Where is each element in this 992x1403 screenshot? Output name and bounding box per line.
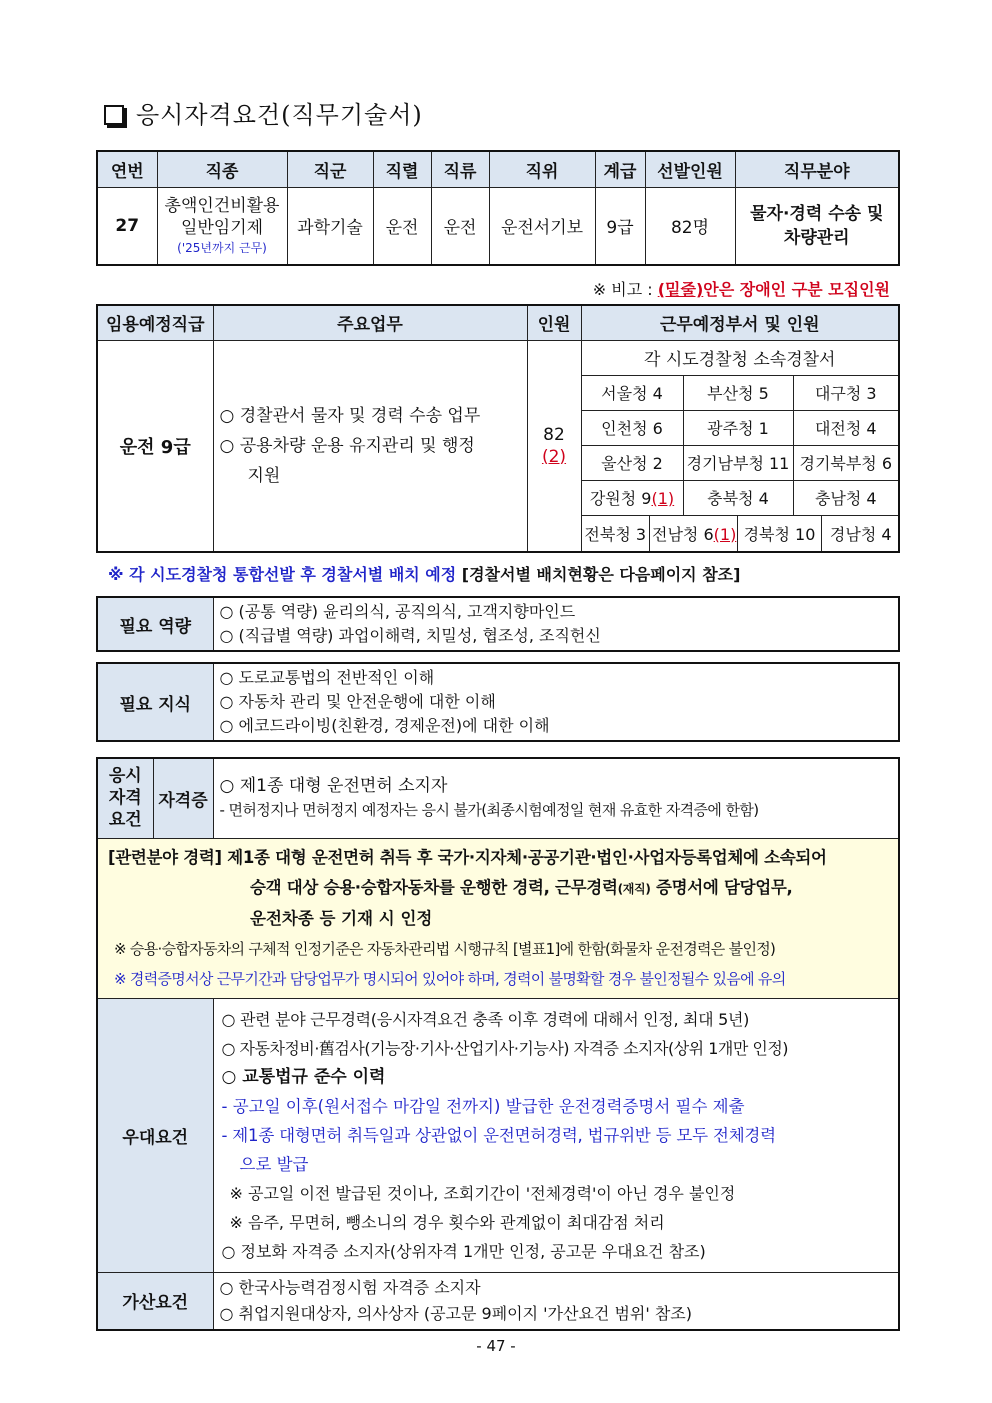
region-gangwon-disabled: (1) <box>651 489 675 508</box>
row-group: 과학기술 <box>287 187 373 265</box>
region-jeonbuk: 전북청 3 <box>582 516 650 551</box>
header-headcount: 인원 <box>527 305 581 340</box>
experience-line-1 <box>108 843 888 873</box>
note2-black: [경찰서별 배치현황은 다음페이지 참조] <box>456 565 741 584</box>
region-seoul: 서울청 4 <box>581 375 683 410</box>
row-no: 27 <box>97 187 157 265</box>
row-position: 운전서기보 <box>489 187 595 265</box>
preference-line-1: ○ 관련 분야 근무경력(응시자격요건 충족 이후 경력에 대해서 인정, 최대 5년) <box>221 1009 750 1029</box>
knowledge-label: 필요 지식 <box>97 663 213 741</box>
row-count: 82명 <box>645 187 735 265</box>
note1-highlight: (밑줄) <box>657 280 704 299</box>
preference-line-4: - 공고일 이후(원서접수 마감일 전까지) 발급한 운전경력증명서 필수 제출 <box>221 1096 745 1116</box>
preference-content <box>213 998 899 1272</box>
experience-text-2-tail: 증명서에 담당업무, <box>650 877 793 897</box>
header-category: 직류 <box>431 151 489 187</box>
assigned-grade: 운전 9급 <box>97 340 213 552</box>
duty-line-3: 지원 <box>247 465 281 486</box>
page-number: - 47 - <box>476 1337 516 1355</box>
row-field <box>735 187 899 265</box>
header-field: 직무분야 <box>735 151 899 187</box>
header-grade: 계급 <box>595 151 645 187</box>
region-row-5-table <box>582 516 900 551</box>
field-line-2: 차량관리 <box>783 227 850 248</box>
experience-line-2 <box>108 873 888 904</box>
experience-text-2: 승객 대상 승용·승합자동차를 운행한 경력, 근무경력 <box>250 877 618 897</box>
headcount-disabled: (2) <box>541 446 567 467</box>
knowledge-line-2: ○ 자동차 관리 및 안전운행에 대한 이해 <box>219 692 496 711</box>
region-incheon: 인천청 6 <box>581 410 683 445</box>
note-disabled-quota <box>560 277 890 300</box>
region-gangwon <box>581 480 683 515</box>
row-series: 운전 <box>373 187 431 265</box>
note1-prefix: ※ 비고 : <box>592 280 658 299</box>
row-category: 운전 <box>431 187 489 265</box>
region-daegu: 대구청 3 <box>793 375 899 410</box>
cert-label: 자격증 <box>153 758 213 838</box>
duty-line-2: ○ 공용차량 운용 유지관리 및 행정 <box>219 435 475 456</box>
job-type-line-2: 일반임기제 <box>180 217 264 238</box>
competency-content <box>213 597 899 651</box>
preference-line-9: ○ 정보화 자격증 소지자(상위자격 1개만 인정, 공고문 우대요건 참조) <box>221 1241 706 1261</box>
headcount-total: 82 <box>543 424 565 445</box>
header-no: 연번 <box>97 151 157 187</box>
checkbox-square-icon <box>104 105 124 125</box>
experience-note-2: ※ 경력증명서상 근무기간과 담당업무가 명시되어 있어야 하며, 경력이 불명확할 경우 불인정될수 있음에 유의 <box>114 969 786 988</box>
region-row-5 <box>581 515 899 552</box>
preference-label: 우대요건 <box>97 998 213 1272</box>
competency-box <box>96 596 900 652</box>
bonus-line-2: ○ 취업지원대상자, 의사상자 (공고문 9페이지 '가산요건 범위' 참조) <box>219 1303 693 1323</box>
row-job-type <box>157 187 287 265</box>
field-line-1: 물자·경력 수송 및 <box>750 203 884 224</box>
note1-rest: 안은 장애인 구분 모집인원 <box>703 280 890 299</box>
preference-line-2: ○ 자동차정비·舊검사(기능장·기사·산업기사·기능사) 자격증 소지자(상위 1개만 인정) <box>221 1038 789 1058</box>
section-title-text: 응시자격요건(직무기술서) <box>136 101 423 129</box>
experience-section <box>97 838 899 998</box>
bonus-content <box>213 1272 899 1330</box>
qualification-label-2: 자격 <box>108 788 142 809</box>
header-group: 직군 <box>287 151 373 187</box>
region-gwangju: 광주청 1 <box>683 410 793 445</box>
qualification-label-3: 요건 <box>108 810 142 831</box>
competency-line-2: ○ (직급별 역량) 과업이해력, 치밀성, 협조성, 조직헌신 <box>219 626 601 645</box>
experience-text-2-small: (재직) <box>617 881 651 896</box>
header-count: 선발인원 <box>645 151 735 187</box>
region-daejeon: 대전청 4 <box>793 410 899 445</box>
region-gyeonggi-south: 경기남부청 11 <box>683 445 793 480</box>
main-duties <box>213 340 527 552</box>
preference-line-7: ※ 공고일 이전 발급된 것이나, 조회기간이 '전체경력'이 아닌 경우 불인정 <box>229 1183 736 1203</box>
header-departments: 근무예정부서 및 인원 <box>581 305 899 340</box>
region-gyeongnam: 경남청 4 <box>822 516 900 551</box>
preference-line-5: - 제1종 대형면허 취득일과 상관없이 운전면허경력, 법규위반 등 모두 전체경력 <box>221 1125 776 1145</box>
knowledge-box <box>96 662 900 742</box>
headcount <box>527 340 581 552</box>
region-chungnam: 충남청 4 <box>793 480 899 515</box>
preference-line-3: ○ 교통법규 준수 이력 <box>221 1066 386 1087</box>
knowledge-line-1: ○ 도로교통법의 전반적인 이해 <box>219 668 435 687</box>
preference-line-8: ※ 음주, 무면허, 뺑소니의 경우 횟수와 관계없이 최대감점 처리 <box>229 1212 665 1232</box>
experience-text-1: 제1종 대형 운전면허 취득 후 국가·지자체·공공기관·법인·사업자등록업체에 소속되어 <box>227 847 827 867</box>
qualification-label <box>97 758 153 838</box>
experience-label: [관련분야 경력] <box>108 847 222 867</box>
position-summary-table <box>96 150 900 266</box>
note2-blue: ※ 각 시도경찰청 통합선발 후 경찰서별 배치 예정 <box>108 565 457 584</box>
experience-line-3: 운전차종 등 기재 시 인정 <box>250 908 433 928</box>
header-assigned-grade: 임용예정직급 <box>97 305 213 340</box>
header-job-type: 직종 <box>157 151 287 187</box>
requirements-box <box>96 757 900 1331</box>
experience-note-1: ※ 승용·승합자동차의 구체적 인정기준은 자동차관리법 시행규칙 [별표1]에 한함(화물차 운전경력은 불인정) <box>114 939 776 958</box>
knowledge-line-3: ○ 에코드라이빙(친환경, 경제운전)에 대한 이해 <box>219 716 550 735</box>
qualification-label-1: 응시 <box>108 766 142 787</box>
header-series: 직렬 <box>373 151 431 187</box>
row-grade: 9급 <box>595 187 645 265</box>
region-chungbuk: 충북청 4 <box>683 480 793 515</box>
cert-content <box>213 758 899 838</box>
region-gangwon-count: 강원청 9 <box>589 489 652 508</box>
region-jeonnam <box>650 516 738 551</box>
job-type-note: ('25년까지 근무) <box>177 240 267 255</box>
region-jeonnam-count: 전남청 6 <box>652 524 714 544</box>
competency-line-1: ○ (공통 역량) 윤리의식, 공직의식, 고객지향마인드 <box>219 602 576 621</box>
duty-line-1: ○ 경찰관서 물자 및 경력 수송 업무 <box>219 405 481 426</box>
note-placement <box>108 562 740 585</box>
region-gyeongbuk: 경북청 10 <box>738 516 822 551</box>
knowledge-content <box>213 663 899 741</box>
region-jeonnam-disabled: (1) <box>713 524 737 544</box>
preference-line-6: 으로 발급 <box>239 1154 309 1174</box>
bonus-line-1: ○ 한국사능력검정시험 자격증 소지자 <box>219 1277 481 1297</box>
cert-line-1: ○ 제1종 대형 운전면허 소지자 <box>219 776 448 797</box>
region-gyeonggi-north: 경기북부청 6 <box>793 445 899 480</box>
cert-line-2: - 면허정지나 면허정지 예정자는 응시 불가(최종시험예정일 현재 유효한 자격증에 한함) <box>219 801 759 820</box>
dept-title: 각 시도경찰청 소속경찰서 <box>581 340 899 375</box>
header-position: 직위 <box>489 151 595 187</box>
section-title <box>104 95 423 130</box>
region-ulsan: 울산청 2 <box>581 445 683 480</box>
job-type-line-1: 총액인건비활용 <box>164 195 280 216</box>
competency-label: 필요 역량 <box>97 597 213 651</box>
bonus-label: 가산요건 <box>97 1272 213 1330</box>
region-busan: 부산청 5 <box>683 375 793 410</box>
header-main-duties: 주요업무 <box>213 305 527 340</box>
assignment-table <box>96 304 900 553</box>
